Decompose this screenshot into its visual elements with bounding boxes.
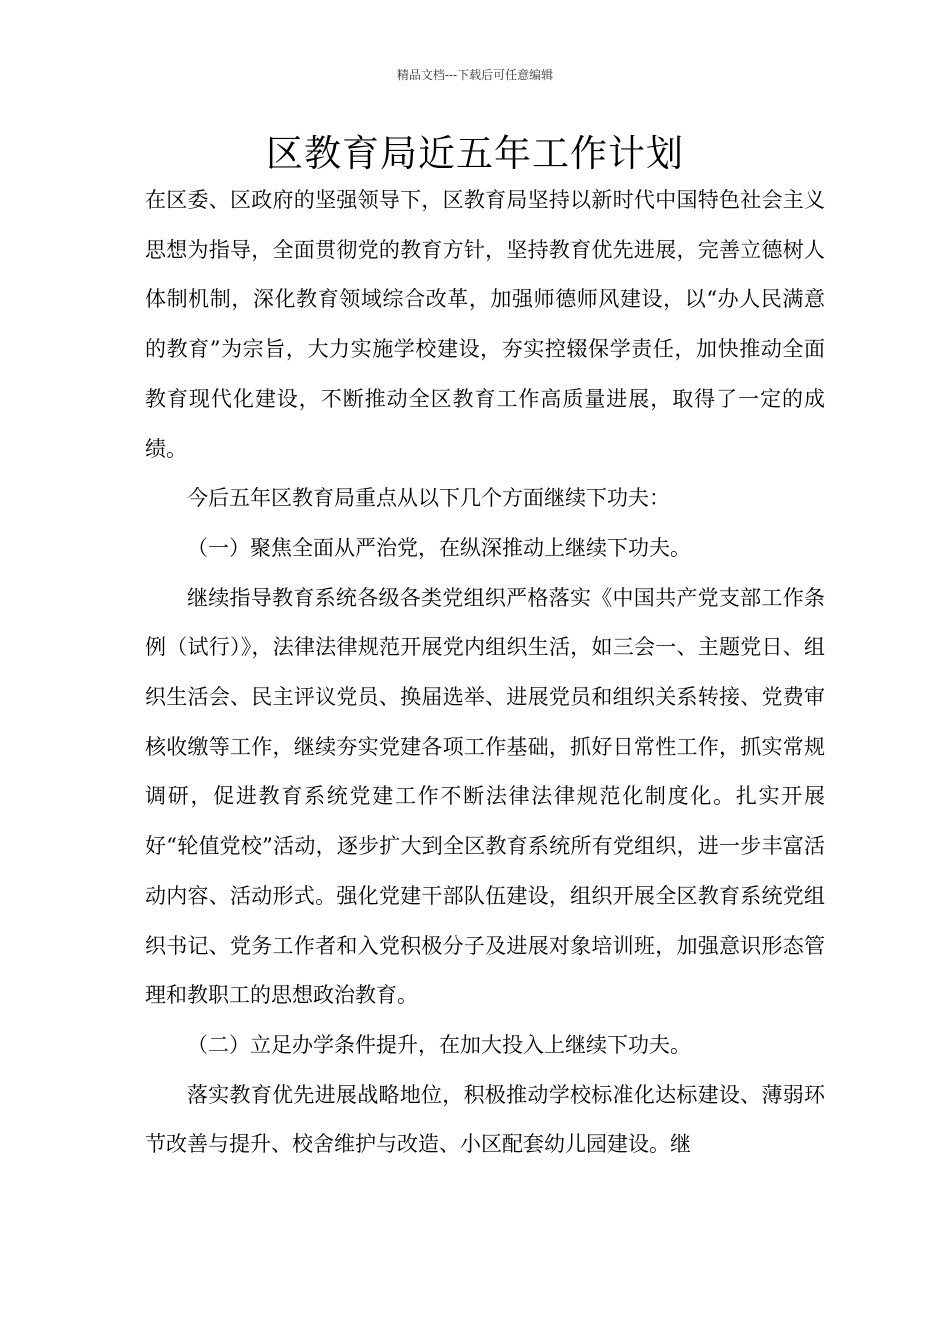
header-note: 精品文档---下载后可任意编辑	[396, 68, 554, 82]
document-body	[145, 176, 825, 1170]
paragraph-intro: 在区委、区政府的坚强领导下，区教育局坚持以新时代中国特色社会主义思想为指导，全面贯彻党的教育方针，坚持教育优先进展，完善立德树人体制机制，深化教育领域综合改革，加强师德师风建设，以“办人民满意的教育”为宗旨，大力实施学校建设，夯实控辍保学责任，加快推动全面教育现代化建设，不断推动全区教育工作高质量进展，取得了一定的成绩。	[145, 188, 825, 461]
paragraph-overview: 今后五年区教育局重点从以下几个方面继续下功夫：	[187, 486, 670, 511]
paragraph-section-1: 继续指导教育系统各级各类党组织严格落实《中国共产党支部工作条例（试行）》，法律法律规范开展党内组织生活，如三会一、主题党日、组织生活会、民主评议党员、换届选举、进展党员和组织关系转接、党费审核收缴等工作，继续夯实党建各项工作基础，抓好日常性工作，抓实常规调研，促进教育系统党建工作不断法律法律规范化制度化。扎实开展好“轮值党校”活动，逐步扩大到全区教育系统所有党组织，进一步丰富活动内容、活动形式。强化党建干部队伍建设，组织开展全区教育系统党组织书记、党务工作者和入党积极分子及进展对象培训班，加强意识形态管理和教职工的思想政治教育。	[145, 585, 825, 1008]
section-heading-2: （二）立足办学条件提升，在加大投入上继续下功夫。	[187, 1032, 691, 1057]
paragraph-section-2: 落实教育优先进展战略地位，积极推动学校标准化达标建设、薄弱环节改善与提升、校舍维护与改造、小区配套幼儿园建设。继	[145, 1082, 825, 1157]
document-title: 区教育局近五年工作计划	[266, 132, 684, 175]
section-heading-1: （一）聚焦全面从严治党，在纵深推动上继续下功夫。	[187, 535, 691, 560]
